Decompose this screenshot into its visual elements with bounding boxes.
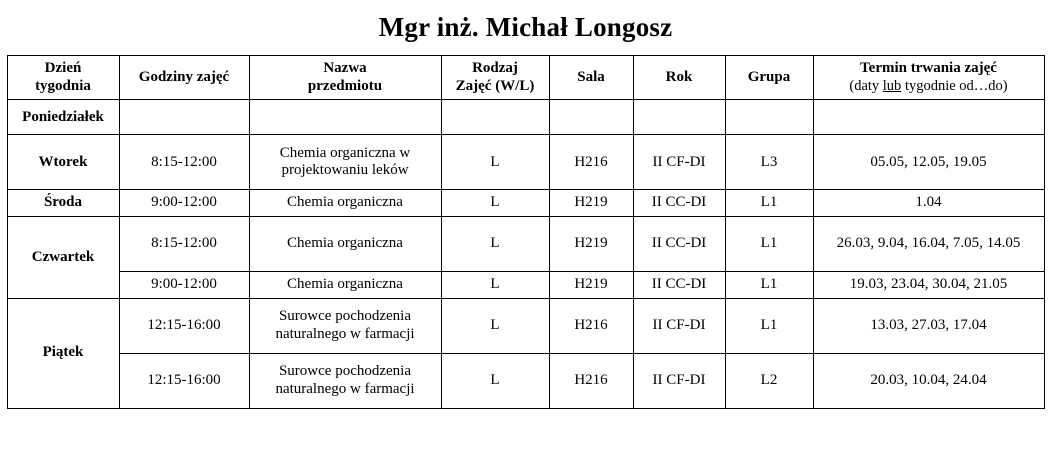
column-header-year bbox=[633, 56, 725, 100]
cell-year: II CC-DI bbox=[633, 217, 725, 272]
cell-term: 20.03, 10.04, 24.04 bbox=[813, 353, 1044, 408]
cell-subject bbox=[249, 100, 441, 135]
table-row bbox=[7, 190, 1044, 217]
table-row bbox=[7, 272, 1044, 299]
cell-group bbox=[725, 100, 813, 135]
cell-year: II CC-DI bbox=[633, 272, 725, 299]
cell-hours bbox=[119, 100, 249, 135]
column-header-term-line1: Termin trwania zajęć bbox=[860, 60, 997, 77]
cell-subject: Surowce pochodzenia naturalnego w farmacji bbox=[249, 298, 441, 353]
cell-room bbox=[549, 100, 633, 135]
header-row bbox=[7, 56, 1044, 100]
cell-group: L1 bbox=[725, 272, 813, 299]
cell-group: L1 bbox=[725, 190, 813, 217]
column-header-term bbox=[813, 56, 1044, 100]
cell-term: 19.03, 23.04, 30.04, 21.05 bbox=[813, 272, 1044, 299]
cell-subject: Chemia organiczna bbox=[249, 217, 441, 272]
column-header-room bbox=[549, 56, 633, 100]
column-header-term-line2: (daty lub tygodnie od…do) bbox=[849, 77, 1008, 94]
column-header-room-line1: Sala bbox=[577, 68, 605, 85]
cell-room: H219 bbox=[549, 217, 633, 272]
column-header-subject bbox=[249, 56, 441, 100]
cell-hours: 8:15-12:00 bbox=[119, 135, 249, 190]
cell-room: H219 bbox=[549, 272, 633, 299]
cell-term bbox=[813, 100, 1044, 135]
cell-group: L3 bbox=[725, 135, 813, 190]
column-header-kind-line1: Rodzaj bbox=[472, 60, 518, 76]
cell-room: H216 bbox=[549, 353, 633, 408]
table-row bbox=[7, 135, 1044, 190]
cell-term: 1.04 bbox=[813, 190, 1044, 217]
cell-hours: 9:00-12:00 bbox=[119, 190, 249, 217]
cell-hours: 9:00-12:00 bbox=[119, 272, 249, 299]
table-row bbox=[7, 100, 1044, 135]
cell-day: Wtorek bbox=[7, 135, 119, 190]
cell-year: II CF-DI bbox=[633, 353, 725, 408]
table-row bbox=[7, 217, 1044, 272]
cell-kind: L bbox=[441, 217, 549, 272]
cell-day: Środa bbox=[7, 190, 119, 217]
cell-room: H216 bbox=[549, 298, 633, 353]
cell-year bbox=[633, 100, 725, 135]
schedule-table bbox=[7, 55, 1045, 409]
column-header-hours-line1: Godziny zajęć bbox=[138, 68, 230, 85]
cell-group: L2 bbox=[725, 353, 813, 408]
table-header bbox=[7, 56, 1044, 100]
cell-subject: Surowce pochodzenia naturalnego w farmacji bbox=[249, 353, 441, 408]
column-header-year-line1: Rok bbox=[665, 68, 693, 85]
column-header-group-line1: Grupa bbox=[747, 68, 791, 85]
cell-room: H219 bbox=[549, 190, 633, 217]
cell-day: Poniedziałek bbox=[7, 100, 119, 135]
cell-room: H216 bbox=[549, 135, 633, 190]
cell-day: Piątek bbox=[7, 298, 119, 408]
column-header-day-line2: tygodnia bbox=[35, 77, 91, 94]
cell-hours: 12:15-16:00 bbox=[119, 298, 249, 353]
column-header-subject-line2: przedmiotu bbox=[307, 77, 383, 94]
cell-year: II CF-DI bbox=[633, 298, 725, 353]
column-header-subject-line1: Nazwa bbox=[323, 60, 367, 76]
cell-term: 13.03, 27.03, 17.04 bbox=[813, 298, 1044, 353]
column-header-group bbox=[725, 56, 813, 100]
cell-hours: 8:15-12:00 bbox=[119, 217, 249, 272]
cell-term: 26.03, 9.04, 16.04, 7.05, 14.05 bbox=[813, 217, 1044, 272]
cell-subject: Chemia organiczna bbox=[249, 272, 441, 299]
table-body bbox=[7, 100, 1044, 408]
table-row bbox=[7, 298, 1044, 353]
column-header-day-line1: Dzień bbox=[44, 60, 82, 76]
cell-kind: L bbox=[441, 135, 549, 190]
column-header-kind bbox=[441, 56, 549, 100]
table-row bbox=[7, 353, 1044, 408]
cell-kind: L bbox=[441, 272, 549, 299]
cell-group: L1 bbox=[725, 298, 813, 353]
cell-kind bbox=[441, 100, 549, 135]
cell-kind: L bbox=[441, 298, 549, 353]
cell-year: II CF-DI bbox=[633, 135, 725, 190]
page-title: Mgr inż. Michał Longosz bbox=[378, 12, 673, 42]
cell-term: 05.05, 12.05, 19.05 bbox=[813, 135, 1044, 190]
cell-subject: Chemia organiczna bbox=[249, 190, 441, 217]
cell-group: L1 bbox=[725, 217, 813, 272]
cell-year: II CC-DI bbox=[633, 190, 725, 217]
cell-subject: Chemia organiczna w projektowaniu leków bbox=[249, 135, 441, 190]
cell-kind: L bbox=[441, 190, 549, 217]
column-header-day bbox=[7, 56, 119, 100]
cell-day: Czwartek bbox=[7, 217, 119, 299]
column-header-hours bbox=[119, 56, 249, 100]
column-header-kind-line2: Zajęć (W/L) bbox=[455, 77, 535, 94]
cell-kind: L bbox=[441, 353, 549, 408]
cell-hours: 12:15-16:00 bbox=[119, 353, 249, 408]
